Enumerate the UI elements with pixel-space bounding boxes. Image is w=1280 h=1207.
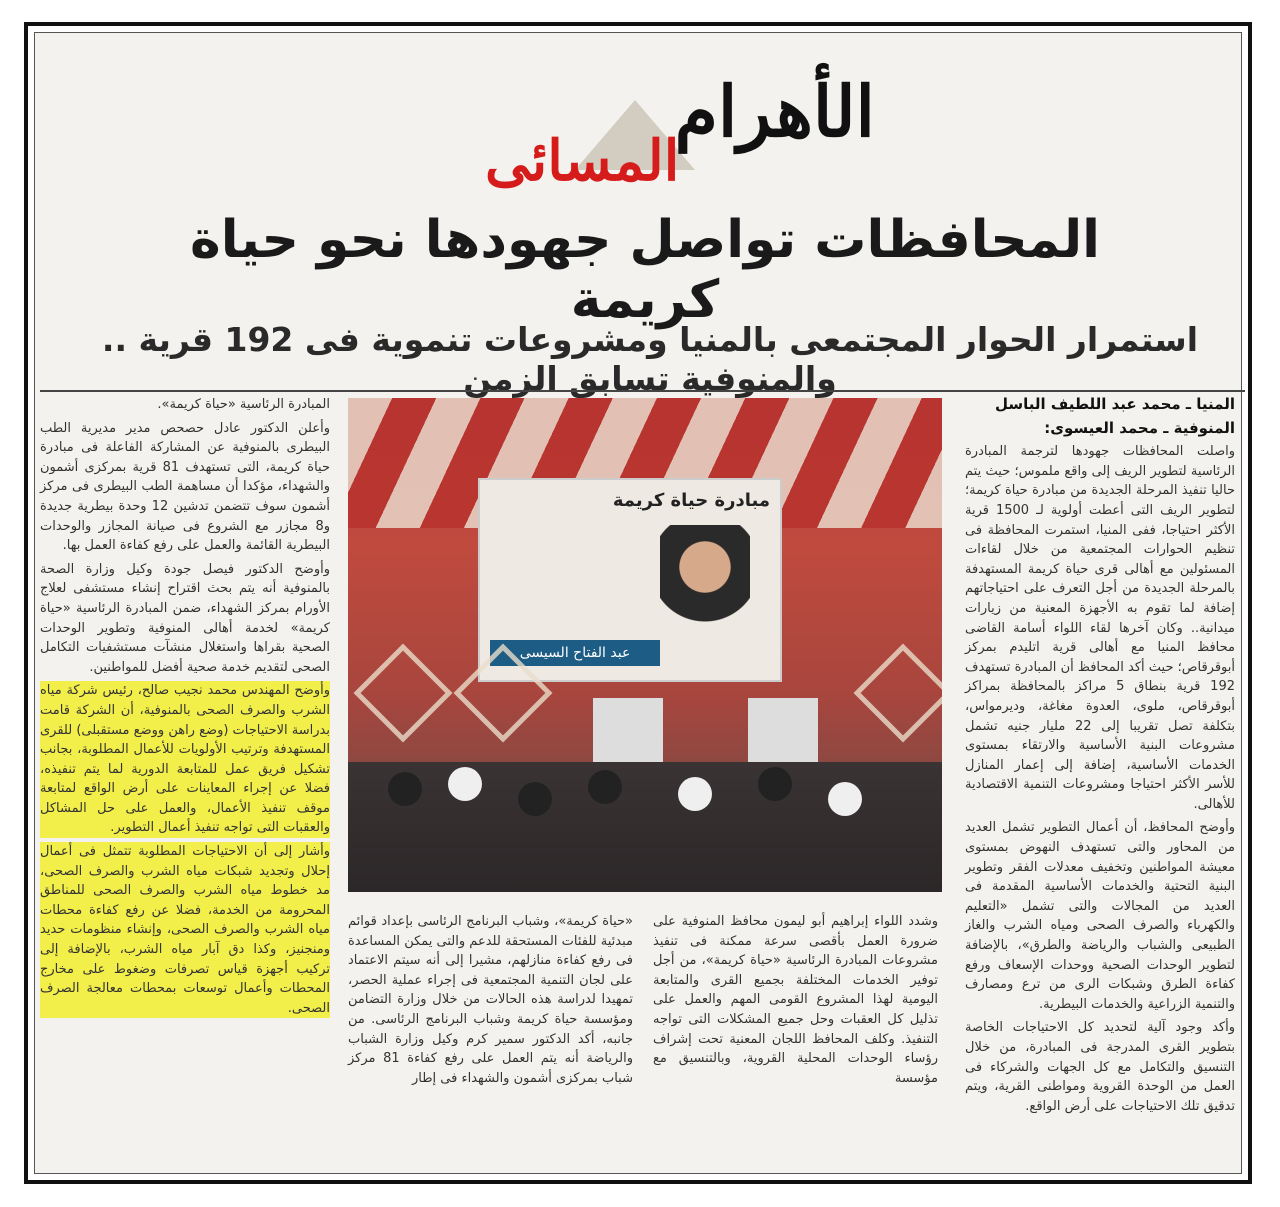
highlighted-paragraph: وأشار إلى أن الاحتياجات المطلوبة تتمثل فى أعمال إحلال وتجديد شبكات مياه الشرب والصرف الصحى، مد خطوط مياه الشرب والصرف الصحى للمناطق المحرومة من الخدمة، فضلا عن رفع كفاءة محطات مياه الشرب والصرف الصحى، وإنشاء منظومات حديد ومنجنيز، وكذا دق آبار مياه الشرب، بالإضافة إلى تركيب أجهزة قياس تصرفات وضغوط على مخارج المحطات وأعمال توسعات بمحطات معالجة الصرف الصحى. xyxy=(40,842,330,1018)
attendee xyxy=(388,772,422,806)
attendee xyxy=(448,767,482,801)
article-paragraph: وأوضح الدكتور فيصل جودة وكيل وزارة الصحة بالمنوفية أنه يتم بحث اقتراح إنشاء مستشفى لعلاج الأورام بمركز الشهداء، ضمن المبادرة الرئاسية «حياة كريمة» لخدمة أهالى المنوفية وتطوير الوحدات الصحية بقراها واستغلال منشآت مستشفيات التكامل الصحى لتقديم خدمة صحية أفضل للمواطنين. xyxy=(40,561,330,675)
attendee xyxy=(828,782,862,816)
right-article-column xyxy=(965,395,1235,1120)
decor-pattern xyxy=(854,644,942,743)
poster-name: عبد الفتاح السيسى xyxy=(490,640,660,666)
byline-menoufia: المنوفية ـ محمد العيسوى: xyxy=(1044,418,1235,437)
president-portrait xyxy=(660,525,750,645)
decor-pattern xyxy=(354,644,453,743)
highlighted-paragraph: وأوضح المهندس محمد نجيب صالح، رئيس شركة مياه الشرب والصرف الصحى بالمنوفية، أن الشركة قامت بدراسة الاحتياجات (وضع راهن ووضع مستقبلى) للقرى المستهدفة وترتيب الأولويات للأعمال المطلوبة، بجانب تشكيل فريق عمل للمتابعة الدورية لما يتم تنفيذه، فضلا عن إجراء المعاينات على أرض الواقع لمتابعة موقف تنفيذ الأعمال، والعمل على حل المشاكل والعقبات التى تواجه تنفيذ أعمال التطوير. xyxy=(40,681,330,838)
attendee xyxy=(518,782,552,816)
article-paragraph: وأكد وجود آلية لتحديد كل الاحتياجات الخاصة بتطوير القرى المدرجة فى المبادرة، من خلال التنسيق والتكامل مع كل الجهات والشركاء فى العمل من الوحدة القروية ومواطنى القرية، ويتم تدقيق تلك الاحتياجات على أرض الواقع. xyxy=(965,1020,1235,1114)
article-paragraph: وأعلن الدكتور عادل حصحص مدير مديرية الطب البيطرى بالمنوفية عن المشاركة الفاعلة فى مبادرة حياة كريمة، التى تستهدف 81 قرية بمركزى أشمون والشهداء، مؤكدا أن مساهمة الطب البيطرى فى مركز أشمون سوف تتضمن تدشين 12 وحدة بيطرية جديدة و8 مجازر مع الشروع فى صيانة المجازر والوحدات البيطرية القائمة والعمل على رفع كفاءة العمل بها. xyxy=(40,420,331,554)
poster-title: مبادرة حياة كريمة xyxy=(612,490,770,511)
newspaper-masthead xyxy=(455,70,875,200)
attendee xyxy=(758,767,792,801)
article-paragraph: واصلت المحافظات جهودها لترجمة المبادرة الرئاسية لتطوير الريف إلى واقع ملموس؛ حيث يتم حاليا تنفيذ المرحلة الجديدة من مبادرة حياة كريمة؛ لتطوير الريف التى أعطت أولوية لـ 1500 قرية الأكثر احتياجا، ففى المنيا، استمرت المحافظة فى تنظيم الحوارات المجتمعية من خلال لقاءات المسئولين مع أهالى قرى حياة كريمة المستهدفة بالمرحلة الجديدة من أجل التعرف على احتياجاتهم إضافة لما تقوم به الأجهزة المعنية من زيارات ميدانية.. وكان آخرها لقاء اللواء أسامة القاضى محافظ المنيا مع أهالى قرية اتليدم بمركز أبوقرقاص؛ حيث أكد المحافظ أن المبادرة تستهدف 192 قرية بنطاق 5 مراكز بالمحافظة بمراكز أبوقرقاص، ملوى، العدوة مغاغة، وديرمواس، بتكلفة تصل تقريبا إلى 22 مليار جنيه تشمل مشروعات البنية الأساسية والارتقاء بمستوى الخدمات الأساسية، إضافة إلى إعمار المنازل للأسر الأكثر احتياجا ومشروعات التنمية الاقتصادية للأهالى. xyxy=(965,444,1235,812)
divider xyxy=(40,390,1245,392)
audience xyxy=(348,762,942,892)
article-column: «حياة كريمة»، وشباب البرنامج الرئاسى بإعداد قوائم مبدئية للفئات المستحقة للدعم والتى يمكن المساعدة فى رفع كفاءة منازلهم، مشيرا إلى أنه سيتم الاعتماد على لجان التنمية المجتمعية فى إجراء عملية الحصر، تمهيدا لدراسة هذه الحالات من خلال وزارة التضامن ومؤسسة حياة كريمة وشباب البرنامج الرئاسى. من جانبه، أكد الدكتور سمير كرم وكيل وزارة الشباب والرياضة أنه يتم العمل على رفع كفاءة 81 مركز شباب بمركزى أشمون والشهداء فى إطار xyxy=(348,914,634,1086)
masthead-logo-main: الأهرام xyxy=(674,70,875,153)
event-photo xyxy=(348,398,942,892)
article-paragraph: المبادرة الرئاسية «حياة كريمة». xyxy=(157,397,330,412)
masthead-logo-sub: المسائى xyxy=(485,128,680,194)
initiative-poster xyxy=(478,478,782,682)
attendee xyxy=(588,770,622,804)
main-headline: المحافظات تواصل جهودها نحو حياة كريمة xyxy=(190,210,1100,330)
attendee xyxy=(678,777,712,811)
subheadline: استمرار الحوار المجتمعى بالمنيا ومشروعات تنموية فى 192 قرية .. والمنوفية تسابق الزمن xyxy=(101,320,1199,398)
byline-minya: المنيا ـ محمد عبد اللطيف الباسل xyxy=(995,395,1235,413)
left-article-column xyxy=(40,395,330,1022)
article-column: وشدد اللواء إبراهيم أبو ليمون محافظ المنوفية على ضرورة العمل بأقصى سرعة ممكنة فى تنفيذ مشروعات المبادرة الرئاسية «حياة كريمة»، من أجل توفير الخدمات المختلفة بجميع القرى والمتابعة اليومية لهذا المشروع القومى المهم والعمل على تذليل كل العقبات وحل جميع المشكلات التى تواجه التنفيذ. وكلف المحافظ اللجان المعنية تحت إشراف رؤساء الوحدات المحلية القروية، وبالتنسيق مع مؤسسة xyxy=(653,914,938,1086)
article-paragraph: وأوضح المحافظ، أن أعمال التطوير تشمل العديد من المحاور والتى تستهدف النهوض بمستوى معيشة المواطنين وتخفيف معدلات الفقر وتطوير البنية التحتية والخدمات الأساسية المقدمة فى العديد من المجالات والتى تشمل «التعليم والكهرباء والصرف الصحى ومياه الشرب والغاز الطبيعى والشباب والرياضة والطرق»، بالإضافة لتطوير الوحدات الصحية ووحدات الإسعاف ورفع كفاءة الطرق وشبكات الرى من ترع ومصارف والتنمية الزراعية والخدمات البيطرية. xyxy=(965,820,1235,1012)
